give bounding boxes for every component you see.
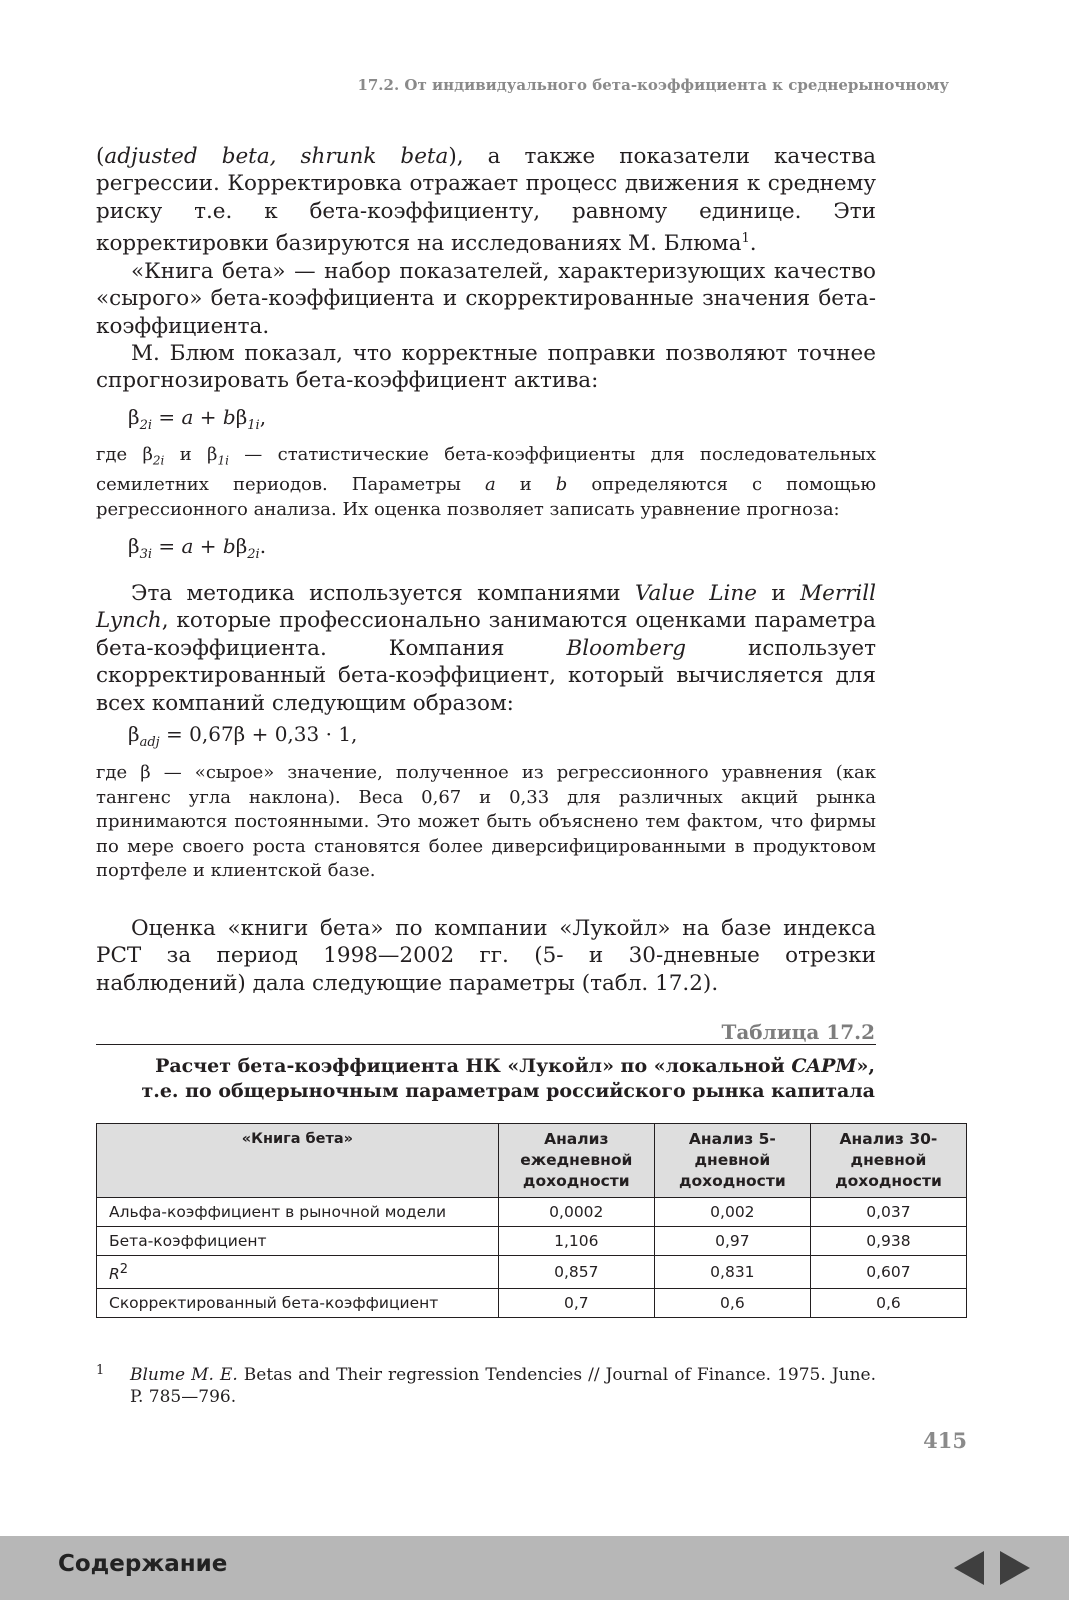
subscript: 2i bbox=[152, 453, 165, 468]
bottom-navigation-bar bbox=[0, 1536, 1069, 1600]
text-part: — статистические бета-коэффициенты для последовательных семилетних периодов. Параметры bbox=[96, 444, 876, 496]
var-b: b bbox=[222, 405, 236, 429]
paragraph-where-beta bbox=[96, 443, 876, 522]
paragraph-raw-beta bbox=[96, 761, 876, 884]
footnote-citation: Betas and Their regression Tendencies // Journal of Finance. 1975. June. P. 785—796. bbox=[130, 1365, 876, 1407]
cell-value: 0,7 bbox=[498, 1289, 654, 1318]
footnote bbox=[96, 1364, 876, 1408]
beta-symbol: β bbox=[235, 534, 248, 558]
formula-beta-2i bbox=[128, 405, 266, 433]
cell-value: 0,938 bbox=[810, 1227, 966, 1256]
paragraph-blume: М. Блюм показал, что корректные поправки позволяют точнее спрогнозировать бета-коэффициент актива: bbox=[96, 341, 876, 394]
paragraph-end: . bbox=[749, 231, 757, 257]
r-symbol: R bbox=[109, 1265, 120, 1284]
header-daily: Анализ ежедневной доходности bbox=[498, 1124, 654, 1198]
text-part: определяются с помощью регрессионного анализа. Их оценка позволяет записать уравнение прогноза: bbox=[96, 474, 876, 520]
table-row bbox=[97, 1256, 967, 1289]
title-text: Расчет бета-коэффициента НК «Лукойл» по «локальной bbox=[155, 1055, 792, 1077]
paragraph-text: где β — «сырое» значение, полученное из регрессионного уравнения (как тангенс угла наклона). Веса 0,67 и 0,33 для различных акций рынка принимаются постоянными. Это может быть объяснено тем фактом, что фирмы по мере своего роста становятся более диверсифицированными в продуктовом портфеле и клиентской базе. bbox=[96, 762, 876, 881]
var-a: a bbox=[484, 474, 496, 496]
subscript: 1i bbox=[217, 453, 229, 468]
running-header: 17.2. От индивидуального бета-коэффициента к среднерыночному bbox=[357, 76, 949, 94]
var-a: a bbox=[181, 405, 194, 429]
subscript: adj bbox=[139, 735, 160, 750]
formula-beta-adj bbox=[128, 722, 357, 750]
equals: = bbox=[152, 534, 182, 558]
paragraph-beta-book: «Книга бета» — набор показателей, характеризующих качество «сырого» бета-коэффициента и скорректированные значения бета-коэффициента. bbox=[96, 258, 876, 339]
paragraph-lukoil bbox=[96, 915, 876, 997]
beta-symbol: β bbox=[128, 534, 140, 558]
footnote-reference[interactable]: 1 bbox=[741, 231, 750, 247]
title-text: », bbox=[856, 1055, 875, 1077]
company-name: Bloomberg bbox=[566, 635, 686, 661]
footnote-mark: 1 bbox=[96, 1363, 105, 1378]
body-text-top bbox=[96, 143, 876, 395]
italic-term: adjusted beta, shrunk beta bbox=[104, 144, 449, 169]
triangle-left-icon[interactable] bbox=[954, 1551, 984, 1585]
subscript: 3i bbox=[139, 547, 152, 562]
page-number: 415 bbox=[923, 1428, 967, 1453]
table-title bbox=[115, 1054, 875, 1104]
company-name: Value Line bbox=[635, 581, 757, 606]
cell-value: 1,106 bbox=[498, 1227, 654, 1256]
cell-value: 0,97 bbox=[654, 1227, 810, 1256]
cell-value: 0,0002 bbox=[498, 1198, 654, 1227]
paragraph-text bbox=[96, 443, 876, 522]
cell-value: 0,857 bbox=[498, 1256, 654, 1289]
row-label: Скорректированный бета-коэффициент bbox=[97, 1289, 499, 1318]
footnote-text bbox=[130, 1364, 876, 1408]
paragraph-text: Оценка «книги бета» по компании «Лукойл» на базе индекса РСТ за период 1998—2002 гг. (5- и 30-дневные отрезки наблюдений) дала следующие параметры (табл. 17.2). bbox=[96, 916, 876, 996]
beta-symbol: β bbox=[128, 405, 140, 429]
table-title-line-2: т.е. по общерыночным параметрам российского рынка капитала bbox=[141, 1080, 875, 1102]
paragraph-adjusted-beta bbox=[96, 143, 876, 258]
superscript: 2 bbox=[119, 1262, 129, 1277]
beta-symbol: β bbox=[235, 405, 248, 429]
text-part: и bbox=[495, 474, 556, 496]
formula-end: , bbox=[259, 405, 267, 429]
cell-value: 0,002 bbox=[654, 1198, 810, 1227]
formula-end: . bbox=[259, 534, 267, 558]
plus: + bbox=[193, 534, 223, 558]
triangle-right-icon[interactable] bbox=[1000, 1551, 1030, 1585]
cell-value: 0,607 bbox=[810, 1256, 966, 1289]
text-part: использует скорректированный бета-коэффициент, который вычисляется для всех компаний следующим образом: bbox=[96, 635, 876, 716]
cell-value: 0,6 bbox=[654, 1289, 810, 1318]
table-header-row bbox=[97, 1124, 967, 1198]
row-label bbox=[97, 1256, 499, 1289]
table-row bbox=[97, 1198, 967, 1227]
table-number: Таблица 17.2 bbox=[721, 1020, 875, 1044]
paragraph-text bbox=[96, 580, 876, 717]
text-part: где β bbox=[96, 444, 153, 465]
table-row bbox=[97, 1227, 967, 1256]
plus: + bbox=[193, 405, 223, 429]
table-row bbox=[97, 1289, 967, 1318]
title-capm: CAPM bbox=[791, 1055, 857, 1077]
caption-rule bbox=[96, 1044, 876, 1045]
footnote-author: Blume M. E. bbox=[130, 1365, 238, 1385]
text-part: и β bbox=[164, 444, 218, 465]
cell-value: 0,6 bbox=[810, 1289, 966, 1318]
subscript: 2i bbox=[139, 418, 152, 433]
formula-rest: = 0,67β + 0,33 · 1, bbox=[159, 722, 358, 746]
header-beta-book: «Книга бета» bbox=[97, 1124, 499, 1198]
var-b: b bbox=[222, 534, 236, 558]
equals: = bbox=[152, 405, 182, 429]
text-part: Эта методика используется компаниями bbox=[131, 581, 635, 606]
var-a: a bbox=[181, 534, 194, 558]
paragraph-text: ), а также показатели качества регрессии. Корректировка отражает процесс движения к среднему риску т.е. к бета-коэффициенту, равному единице. Эти корректировки базируются на исследованиях М. Блюма bbox=[96, 144, 876, 257]
text-part: и bbox=[756, 581, 801, 606]
row-label: Бета-коэффициент bbox=[97, 1227, 499, 1256]
beta-book-table bbox=[96, 1123, 967, 1318]
text-part: , которые профессионально занимаются оценками параметра бета-коэффициента. Компания bbox=[96, 608, 876, 661]
row-label: Альфа-коэффициент в рыночной модели bbox=[97, 1198, 499, 1227]
paren-open: ( bbox=[96, 144, 105, 169]
cell-value: 0,831 bbox=[654, 1256, 810, 1289]
subscript: 1i bbox=[247, 418, 260, 433]
header-30-day: Анализ 30-дневной доходности bbox=[810, 1124, 966, 1198]
formula-beta-3i bbox=[128, 534, 266, 562]
subscript: 2i bbox=[247, 547, 260, 562]
table-of-contents-link[interactable]: Содержание bbox=[58, 1551, 228, 1577]
paragraph-methodology bbox=[96, 580, 876, 717]
beta-symbol: β bbox=[128, 722, 140, 746]
company-name: Merrill Lynch bbox=[96, 581, 876, 634]
header-5-day: Анализ 5-дневной доходности bbox=[654, 1124, 810, 1198]
var-b: b bbox=[555, 474, 568, 496]
table-title-line-1 bbox=[115, 1054, 875, 1079]
cell-value: 0,037 bbox=[810, 1198, 966, 1227]
